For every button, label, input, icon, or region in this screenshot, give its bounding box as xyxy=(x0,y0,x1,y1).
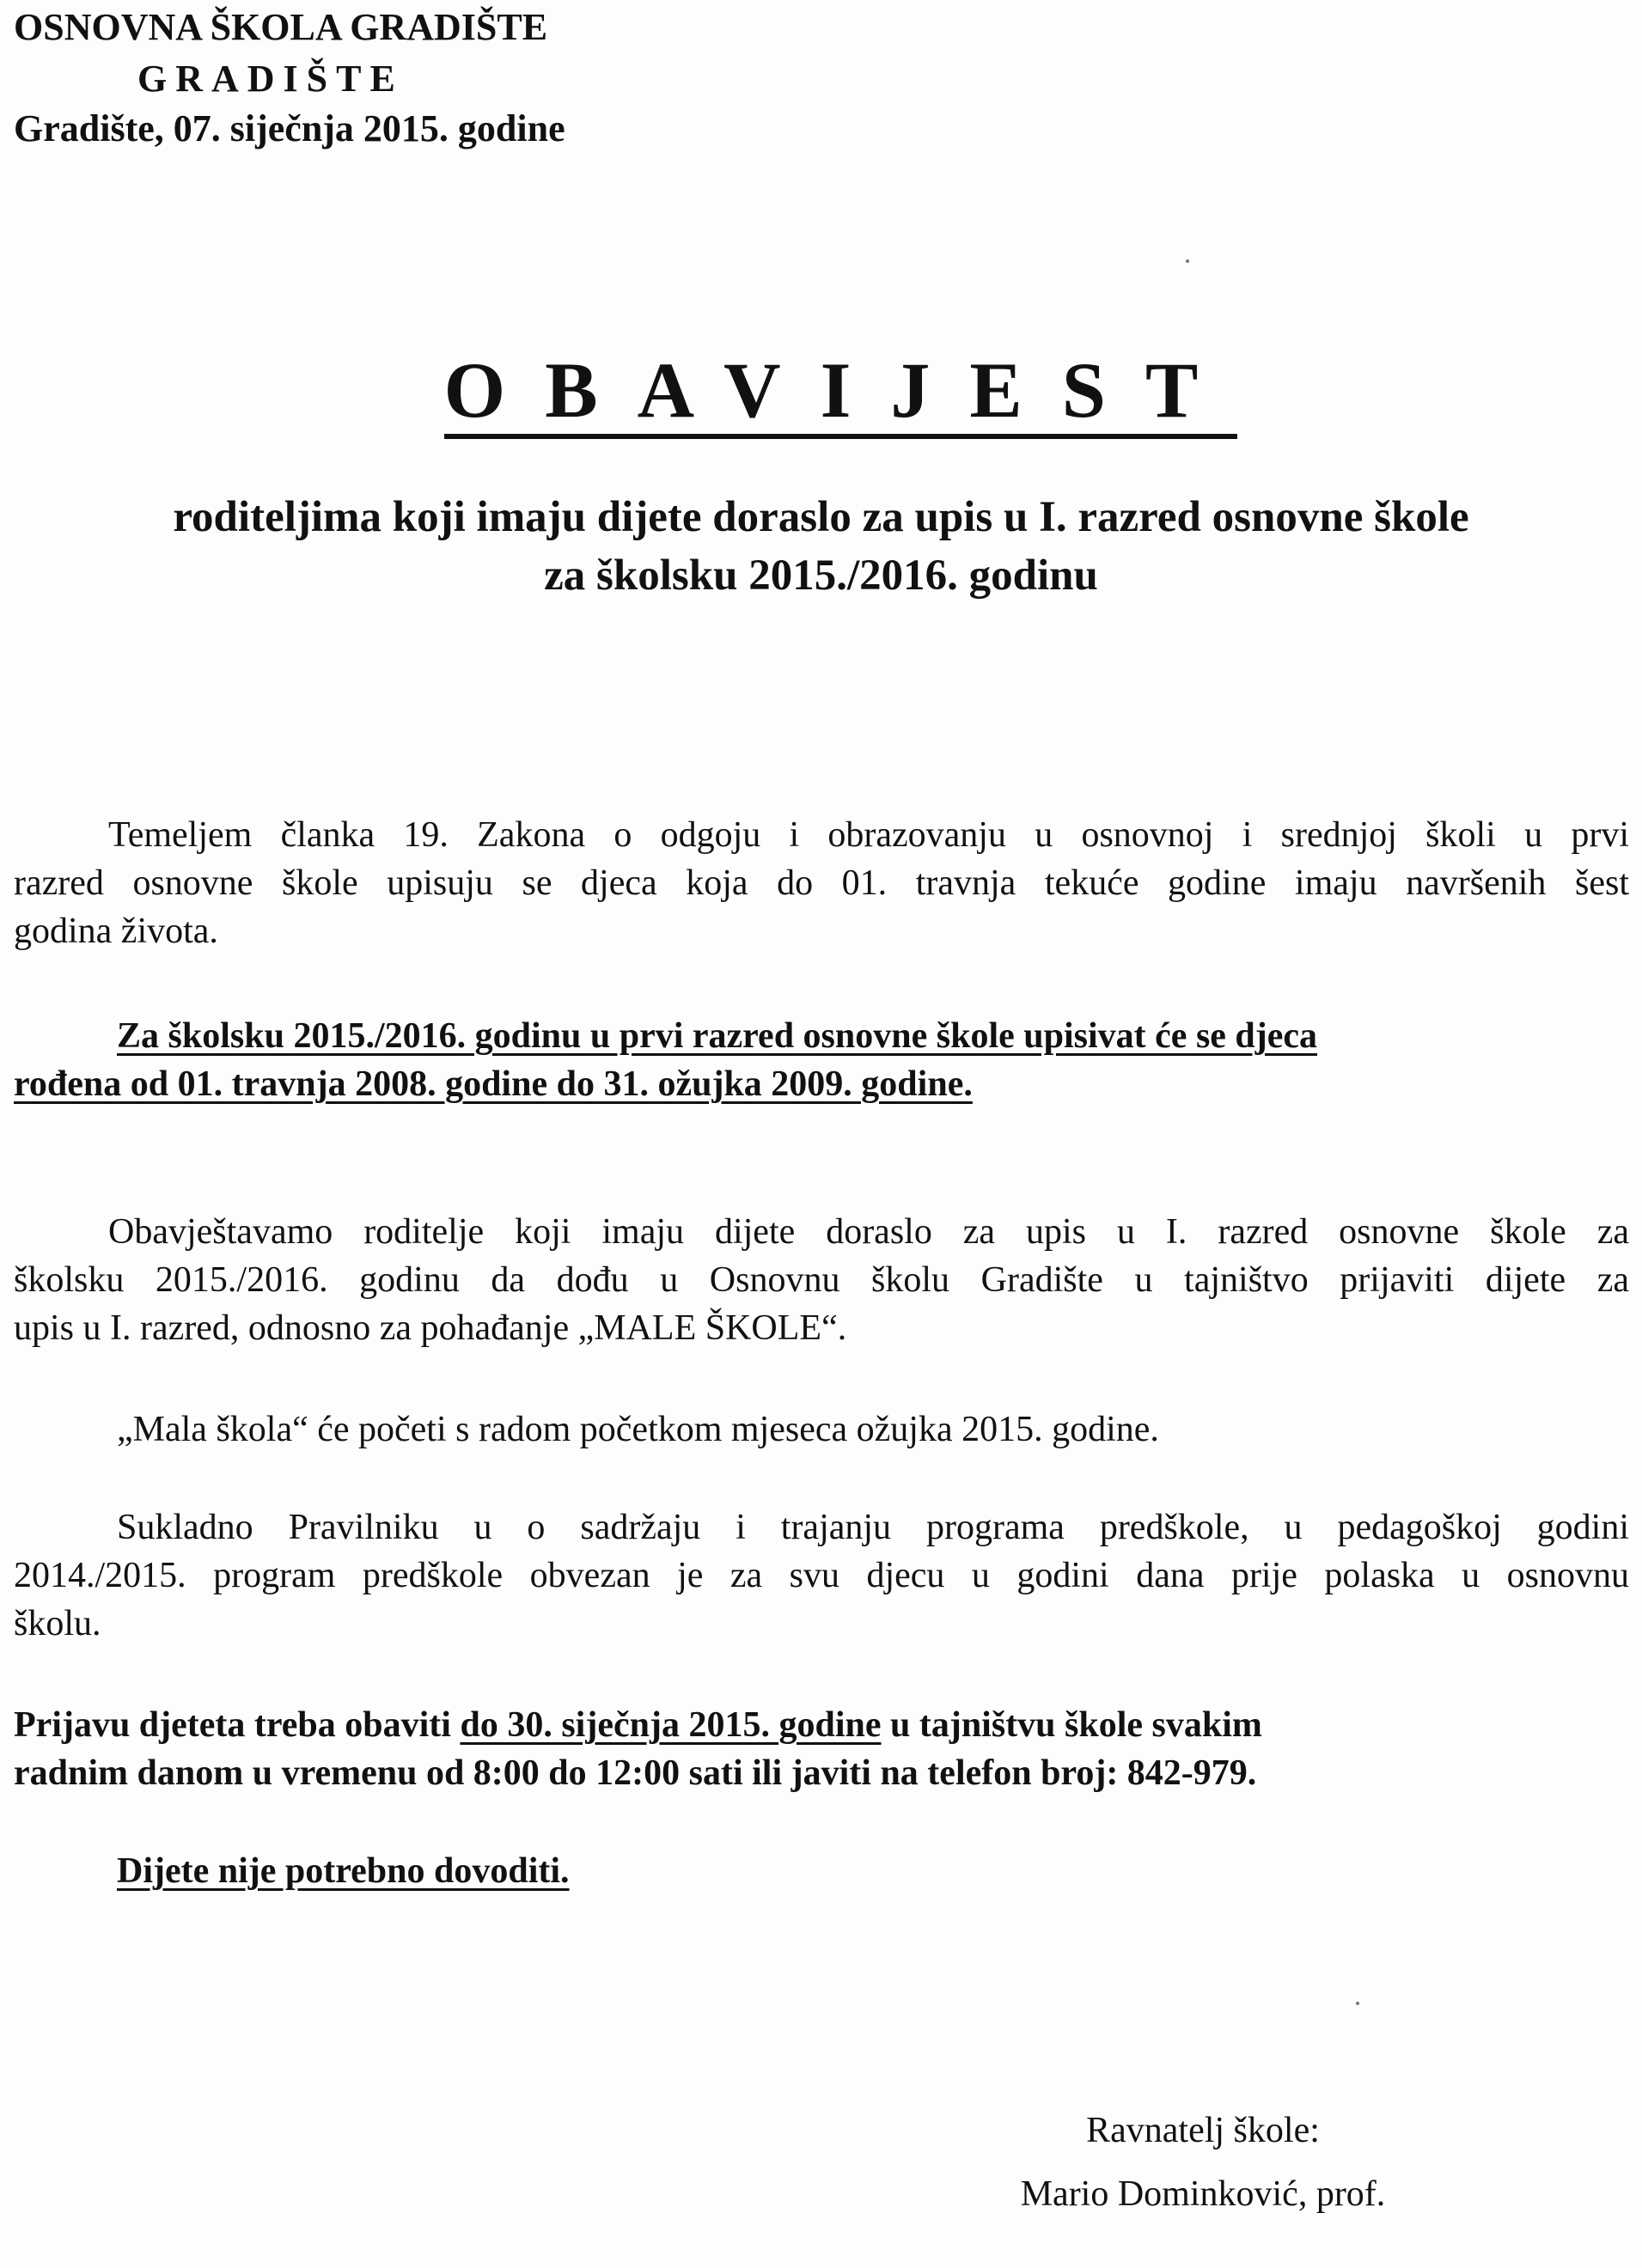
paragraph-line: školu. xyxy=(14,1604,101,1643)
scan-speck xyxy=(1186,259,1189,263)
paragraph-enrollment-law xyxy=(14,811,1629,955)
paragraph-line: 2014./2015. program predškole obvezan je za svu djecu u godini dana prije polaska u osnovnu xyxy=(14,1556,1629,1595)
paragraph-line xyxy=(14,1012,1629,1060)
paragraph-line: godina života. xyxy=(14,911,218,951)
paragraph-birth-range xyxy=(14,1012,1629,1108)
paragraph-line: Temeljem članka 19. Zakona o odgoju i obrazovanju u osnovnoj i srednjoj školi u prvi xyxy=(108,815,1629,855)
paragraph-line: razred osnovne škole upisuju se djeca koja do 01. travnja tekuće godine imaju navršenih šest xyxy=(14,863,1629,903)
paragraph-notice-parents xyxy=(14,1208,1629,1352)
subtitle-line-1: roditeljima koji imaju dijete doraslo za upis u I. razred osnovne škole xyxy=(173,493,1469,541)
document-title xyxy=(0,345,1642,435)
signature-role: Ravnatelj škole: xyxy=(1086,2111,1320,2150)
school-name: OSNOVNA ŠKOLA GRADIŠTE xyxy=(14,6,548,48)
registration-deadline: do 30. siječnja 2015. godine xyxy=(460,1705,882,1745)
paragraph-no-child xyxy=(14,1847,1629,1895)
registration-text: Prijavu djeteta treba obaviti xyxy=(14,1705,461,1745)
title-text: OBAVIJEST xyxy=(444,346,1238,439)
paragraph-line: „Mala škola“ će početi s radom početkom mjeseca ožujka 2015. godine. xyxy=(117,1410,1159,1449)
underlined-text: Za školsku 2015./2016. godinu u prvi razred osnovne škole upisivat će se djeca xyxy=(117,1016,1318,1056)
registration-text: u tajništvu škole svakim xyxy=(881,1705,1262,1745)
document-date: Gradište, 07. siječnja 2015. godine xyxy=(14,107,565,149)
paragraph-registration xyxy=(14,1701,1629,1797)
paragraph-line: Sukladno Pravilniku u o sadržaju i trajanju programa predškole, u pedagoškoj godini xyxy=(117,1508,1629,1547)
paragraph-preschool-rule xyxy=(14,1503,1629,1648)
signature-name: Mario Dominković, prof. xyxy=(1020,2174,1386,2214)
underlined-text: rođena od 01. travnja 2008. godine do 31. ožujka 2009. godine. xyxy=(14,1064,973,1104)
paragraph-mala-skola xyxy=(14,1405,1629,1454)
paragraph-line: upis u I. razred, odnosno za pohađanje „MALE ŠKOLE“. xyxy=(14,1308,847,1348)
school-town: GRADIŠTE xyxy=(137,58,404,100)
paragraph-line: školsku 2015./2016. godinu da dođu u Osnovnu školu Gradište u tajništvo prijaviti dijete za xyxy=(14,1260,1629,1300)
underlined-text: Dijete nije potrebno dovoditi. xyxy=(117,1851,570,1891)
subtitle-line-2: za školsku 2015./2016. godinu xyxy=(544,552,1098,600)
paragraph-line xyxy=(14,1701,1629,1749)
paragraph-line: Obavještavamo roditelje koji imaju dijete doraslo za upis u I. razred osnovne škole za xyxy=(108,1212,1629,1252)
paragraph-line: radnim danom u vremenu od 8:00 do 12:00 sati ili javiti na telefon broj: 842-979. xyxy=(14,1753,1257,1793)
paragraph-line xyxy=(14,1847,1629,1895)
paragraph-line xyxy=(14,1060,1629,1108)
scan-speck xyxy=(1356,2002,1359,2005)
